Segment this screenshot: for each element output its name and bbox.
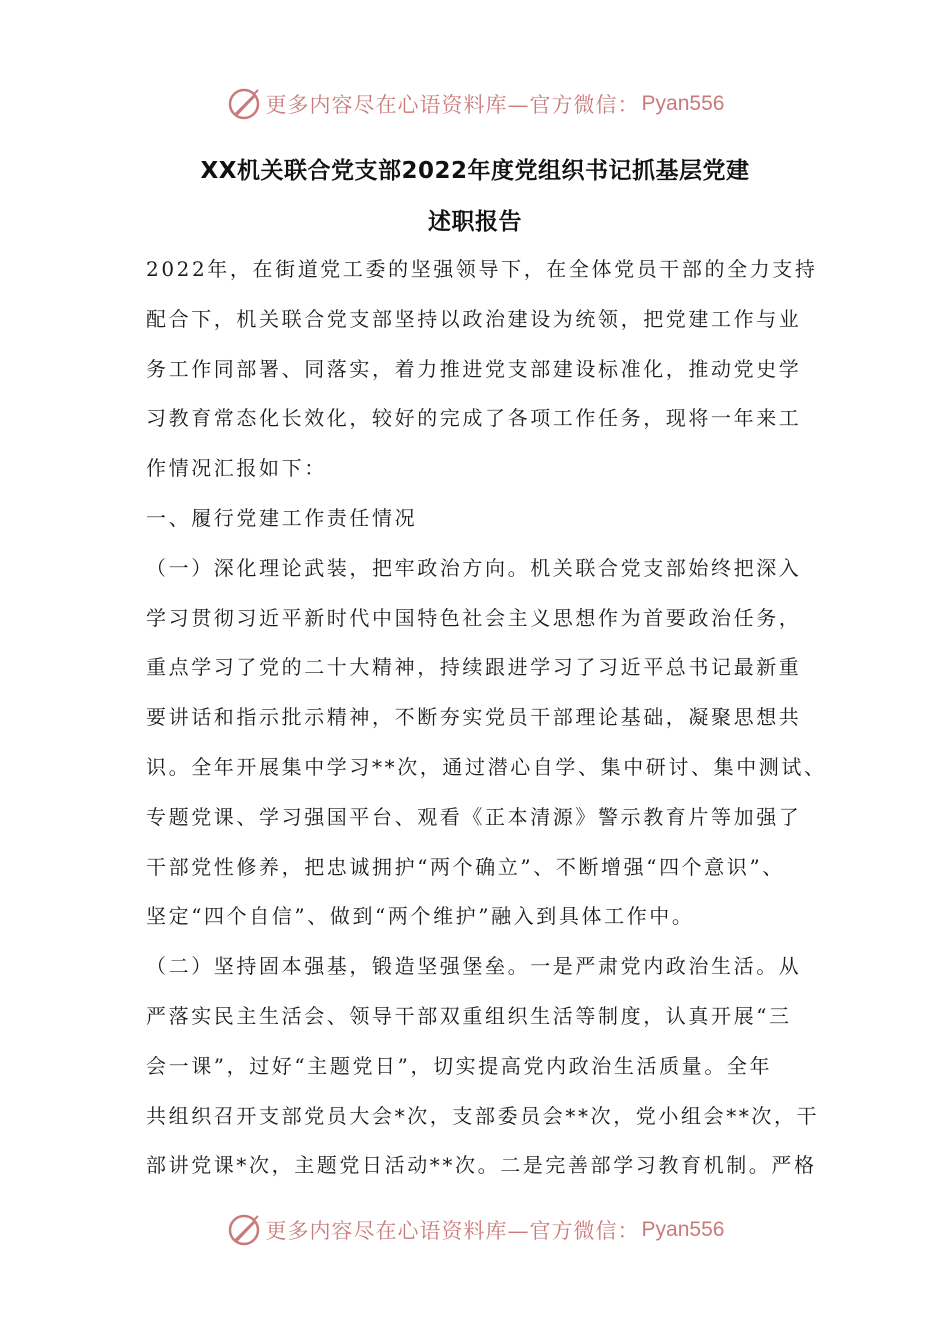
body-line: 务工作同部署、同落实，着力推进党支部建设标准化，推动党史学 [146, 356, 802, 381]
document-title-line-1: XX机关联合党支部2022年度党组织书记抓基层党建 [200, 158, 750, 184]
body-line: 2022年，在街道党工委的坚强领导下，在全体党员干部的全力支持 [146, 257, 818, 281]
body-line: 配合下，机关联合党支部坚持以政治建设为统领，把党建工作与业 [146, 306, 802, 331]
header-watermark [0, 82, 950, 126]
watermark-wechat-id: Pyan556 [641, 92, 725, 115]
body-line: （一）深化理论武装，把牢政治方向。机关联合党支部始终把深入 [146, 555, 802, 580]
body-line: 部讲党课*次，主题党日活动**次。二是完善部学习教育机制。严格 [146, 1153, 817, 1178]
footer-watermark [0, 1208, 950, 1252]
body-line: 专题党课、学习强国平台、观看《正本清源》警示教育片等加强了 [146, 804, 802, 829]
watermark-text: 更多内容尽在心语资料库—官方微信： [265, 93, 640, 117]
watermark-wechat-id: Pyan556 [641, 1218, 725, 1241]
body-line: 习教育常态化长效化，较好的完成了各项工作任务，现将一年来工 [146, 406, 802, 431]
body-line: 要讲话和指示批示精神，不断夯实党员干部理论基础，凝聚思想共 [146, 705, 802, 730]
body-line: （二）坚持固本强基，锻造坚强堡垒。一是严肃党内政治生活。从 [146, 954, 802, 979]
watermark-text: 更多内容尽在心语资料库—官方微信： [265, 1219, 640, 1243]
document-body [146, 250, 827, 1196]
body-line: 共组织召开支部党员大会*次，支部委员会**次，党小组会**次，干 [146, 1103, 820, 1128]
body-line: 重点学习了党的二十大精神，持续跟进学习了习近平总书记最新重 [146, 655, 802, 680]
section-heading: 一、履行党建工作责任情况 [146, 505, 418, 530]
body-line: 会一课”，过好“主题党日”，切实提高党内政治生活质量。全年 [146, 1053, 773, 1078]
body-line: 严落实民主生活会、领导干部双重组织生活等制度，认真开展“三 [146, 1003, 792, 1028]
quill-logo-icon [226, 1212, 262, 1248]
body-line: 学习贯彻习近平新时代中国特色社会主义思想作为首要政治任务， [146, 605, 802, 630]
body-line: 识。全年开展集中学习**次，通过潜心自学、集中研讨、集中测试、 [146, 754, 827, 779]
quill-logo-icon [226, 86, 262, 122]
body-line: 坚定“四个自信”、做到“两个维护”融入到具体工作中。 [146, 904, 695, 929]
body-line: 干部党性修养，把忠诚拥护“两个确立”、不断增强“四个意识”、 [146, 854, 785, 879]
body-line: 作情况汇报如下： [146, 456, 327, 481]
document-title-line-2: 述职报告 [428, 209, 522, 235]
